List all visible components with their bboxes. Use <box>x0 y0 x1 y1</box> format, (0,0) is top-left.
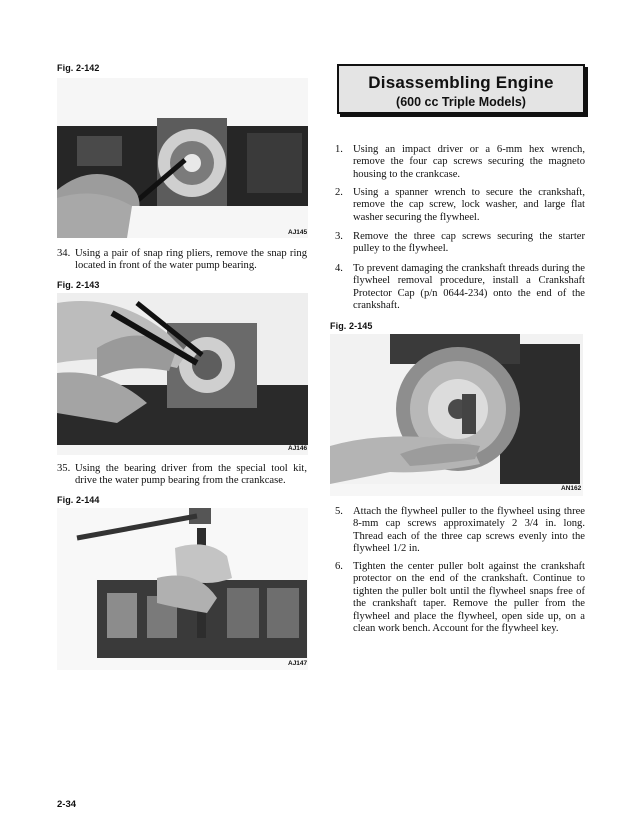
step-1 <box>335 144 585 181</box>
step-number: 35. <box>57 463 71 474</box>
step-number: 1. <box>335 144 343 155</box>
step-2 <box>335 187 585 224</box>
figure-label: Fig. 2-143 <box>57 280 100 290</box>
photo-code: AN162 <box>561 485 582 492</box>
step-4 <box>335 263 585 313</box>
figure-photo-snap-ring-pliers <box>57 293 308 455</box>
figure-photo-bearing-driver <box>57 508 308 670</box>
figure-label: Fig. 2-142 <box>57 63 100 73</box>
step-number: 6. <box>335 561 343 572</box>
step-5 <box>335 506 585 556</box>
page-number: 2-34 <box>57 799 77 810</box>
step-text: Using an impact driver or a 6-mm hex wrench, remove the four cap screws securing the magneto housing to the crankcase. <box>353 144 585 180</box>
step-number: 5. <box>335 506 343 517</box>
step-34 <box>57 248 307 273</box>
figure-photo-flywheel <box>330 334 583 496</box>
section-subtitle: (600 cc Triple Models) <box>396 95 526 109</box>
step-text: Tighten the center puller bolt against the crankshaft protector on the end of the crankshaft. Continue to tighten the puller bolt until the flywheel snaps free of the crankshaft taper. Remove the puller from the flywheel and place the flywheel, open side up, on a clean work bench. Account for the flywheel key. <box>353 561 585 635</box>
section-title: Disassembling Engine <box>368 73 554 92</box>
photo-code: AJ145 <box>288 229 308 236</box>
step-number: 4. <box>335 263 343 274</box>
step-text: Using a pair of snap ring pliers, remove the snap ring located in front of the water pump bearing. <box>75 248 307 272</box>
step-text: Attach the flywheel puller to the flywheel using three 8-mm cap screws approximately 2 3/4 in. long. Thread each of the three cap screws evenly into the flywheel 1/2 in. <box>353 506 585 555</box>
figure-label: Fig. 2-144 <box>57 495 100 505</box>
step-6 <box>335 561 585 635</box>
step-3 <box>335 231 585 256</box>
section-title-box <box>337 64 585 114</box>
step-text: Using the bearing driver from the special tool kit, drive the water pump bearing from the crankcase. <box>75 463 307 487</box>
step-number: 3. <box>335 231 343 242</box>
photo-code: AJ146 <box>288 445 308 452</box>
photo-code: AJ147 <box>288 660 308 667</box>
step-number: 34. <box>57 248 71 259</box>
step-text: To prevent damaging the crankshaft threads during the flywheel removal procedure, install a Crankshaft Protector Cap (p/n 0644-234) onto the end of the crankshaft. <box>353 263 585 312</box>
step-number: 2. <box>335 187 343 198</box>
step-text: Using a spanner wrench to secure the crankshaft, remove the cap screw, lock washer, and large flat washer securing the flywheel. <box>353 187 585 223</box>
step-35 <box>57 463 307 488</box>
figure-label: Fig. 2-145 <box>330 321 373 331</box>
step-text: Remove the three cap screws securing the starter pulley to the flywheel. <box>353 231 585 255</box>
figure-photo-snap-ring-area <box>57 78 308 238</box>
